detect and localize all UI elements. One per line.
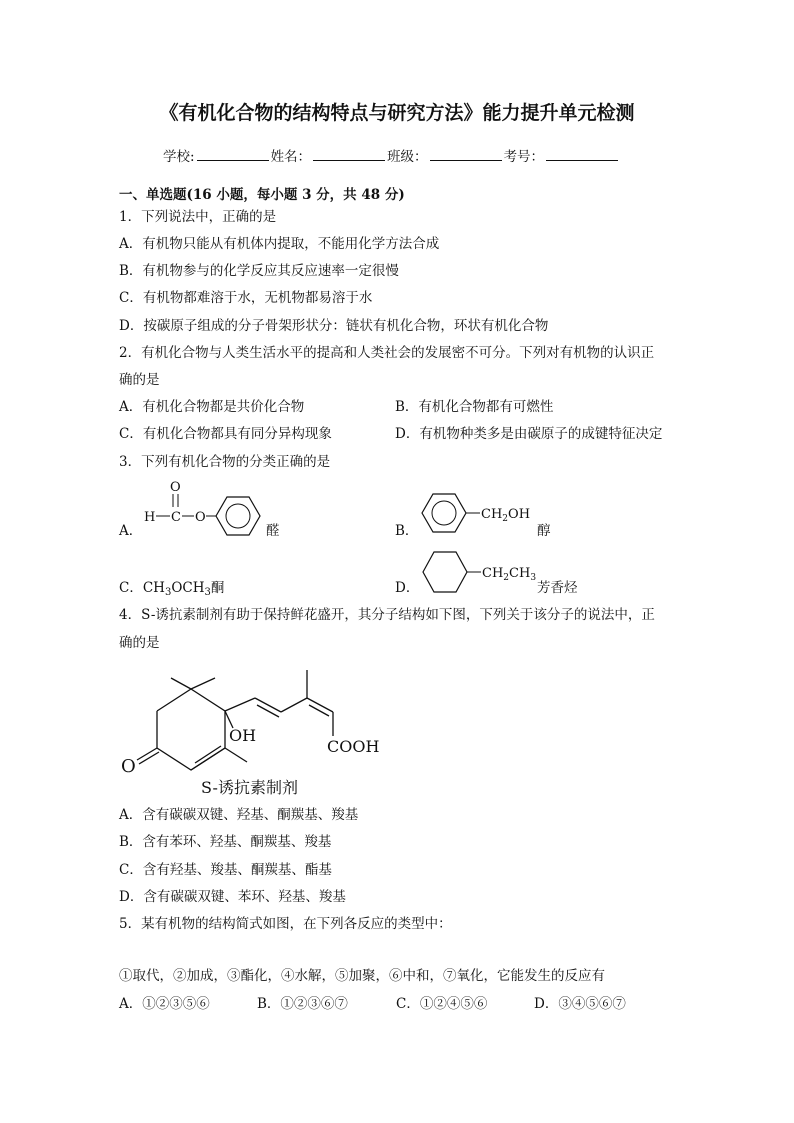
q3-structure-a [140, 478, 270, 538]
q4-structure-caption: S-诱抗素制剂 [201, 778, 298, 797]
q1-option-a: A．有机物只能从有机体内提取，不能用化学方法合成 [119, 236, 440, 252]
number-label: 考号： [503, 149, 545, 165]
q3-c-prefix: C．CH [119, 580, 165, 596]
q3-b-ch-text: CH [481, 507, 503, 522]
svg-text:CH2OH [481, 507, 530, 524]
q3-c-sub-3b: 3 [204, 587, 211, 598]
name-label: 姓名： [270, 149, 312, 165]
q4-oh-label: OH [229, 726, 257, 745]
q2-option-c: C．有机化合物都具有同分异构现象 [119, 426, 332, 442]
q3-a-carbonyl-o: O [170, 480, 181, 495]
q3-d-sub-3: 3 [530, 573, 537, 583]
q3-option-a-class: 醛 [266, 523, 280, 539]
q3-d-ch-text: CH [482, 566, 504, 581]
number-blank [546, 146, 618, 161]
q2-stem-line2: 确的是 [119, 372, 160, 388]
school-label: 学校: [163, 149, 195, 165]
q4-cooh-label: COOH [327, 737, 380, 756]
q5-option-a: A．①②③⑤⑥ [119, 996, 210, 1012]
q3-a-c-atom: C [171, 510, 181, 525]
q3-d-sub-2: 2 [503, 573, 510, 583]
q3-d-ch3-text: CH [509, 566, 531, 581]
section-heading: 一、单选题(16 小题，每小题 3 分，共 48 分) [119, 187, 405, 203]
q4-option-b: B．含有苯环、羟基、酮羰基、羧基 [119, 834, 332, 850]
school-blank [197, 146, 269, 161]
q5-option-d: D．③④⑤⑥⑦ [534, 996, 626, 1012]
student-info-line [163, 146, 620, 166]
q3-option-a-label: A． [119, 523, 143, 539]
q2-option-a: A．有机化合物都是共价化合物 [119, 399, 305, 415]
q3-b-oh-text: OH [508, 507, 531, 522]
class-label: 班级： [387, 149, 428, 165]
q5-stem: 5．某有机物的结构简式如图，在下列各反应的类型中： [119, 916, 452, 932]
q3-option-b-label: B． [395, 523, 419, 539]
q3-c-mid: OCH [171, 580, 205, 596]
q4-molecule-structure [115, 656, 405, 802]
q3-c-class: 酮 [210, 580, 225, 596]
q3-stem: 3．下列有机化合物的分类正确的是 [119, 454, 331, 470]
q4-option-c: C．含有羟基、羧基、酮羰基、酯基 [119, 862, 332, 878]
q4-stem-line2: 确的是 [119, 635, 160, 651]
q1-option-d: D．按碳原子组成的分子骨架形状分：链状有机化合物，环状有机化合物 [119, 318, 549, 334]
q5-reaction-list: ①取代，②加成，③酯化，④水解，⑤加聚，⑥中和，⑦氧化，它能发生的反应有 [119, 968, 605, 984]
q3-b-sub-2: 2 [502, 514, 509, 524]
q5-option-c: C．①②④⑤⑥ [396, 996, 488, 1012]
q1-option-c: C．有机物都难溶于水，无机物都易溶于水 [119, 290, 373, 306]
q3-c-sub-3a: 3 [164, 587, 172, 598]
q5-option-b: B．①②③⑥⑦ [257, 996, 348, 1012]
name-blank [313, 146, 385, 161]
q1-option-b: B．有机物参与的化学反应其反应速率一定很慢 [119, 263, 399, 279]
q3-option-c [119, 579, 224, 599]
q2-option-b: B．有机化合物都有可燃性 [395, 399, 554, 415]
q2-stem-line1: 2．有机化合物与人类生活水平的提高和人类社会的发展密不可分。下列对有机物的认识正 [119, 345, 655, 361]
q3-a-h-atom: H [144, 510, 156, 525]
q4-option-a: A．含有碳碳双键、羟基、酮羰基、羧基 [119, 807, 359, 823]
page-title: 《有机化合物的结构特点与研究方法》能力提升单元检测 [159, 102, 635, 124]
q3-option-d-label: D． [395, 580, 420, 596]
q1-stem: 1．下列说法中，正确的是 [119, 209, 277, 225]
q4-stem-line1: 4．S-诱抗素制剂有助于保持鲜花盛开，其分子结构如下图，下列关于该分子的说法中，正 [119, 607, 655, 623]
q3-structure-d [420, 548, 550, 598]
q3-option-d-class: 芳香烃 [537, 580, 578, 596]
svg-text:CH2CH3 [482, 566, 536, 583]
q2-option-d: D．有机物种类多是由碳原子的成键特征决定 [395, 426, 663, 442]
q3-structure-b [420, 487, 540, 539]
class-blank [430, 146, 502, 161]
q3-a-ester-o: O [195, 510, 206, 525]
q4-oxygen-label: O [121, 756, 136, 777]
q4-option-d: D．含有碳碳双键、苯环、羟基、羧基 [119, 889, 346, 905]
q3-option-b-class: 醇 [537, 523, 551, 539]
